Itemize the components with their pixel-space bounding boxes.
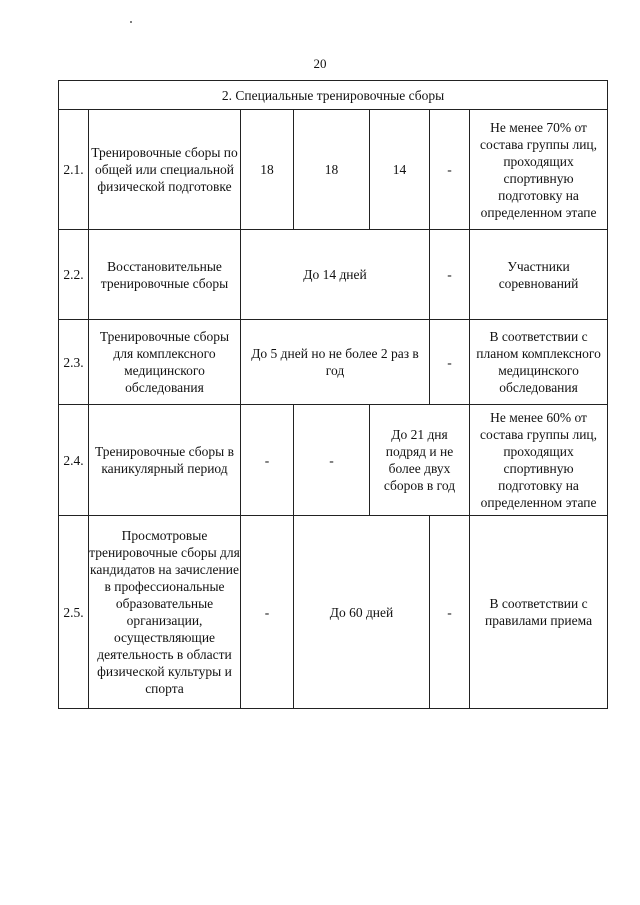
duration-cell: - xyxy=(430,516,470,709)
duration-merged-cell: До 5 дней но не более 2 раз в год xyxy=(241,320,430,405)
duration-cell: - xyxy=(241,405,294,516)
duration-cell: - xyxy=(241,516,294,709)
duration-cell: 18 xyxy=(294,110,370,230)
camp-name: Тренировочные сборы для комплексного медицинского обследования xyxy=(89,320,241,405)
table-row xyxy=(59,516,608,709)
scan-speck xyxy=(130,21,132,23)
duration-merged-cell: До 60 дней xyxy=(294,516,430,709)
table-row xyxy=(59,320,608,405)
row-number: 2.5. xyxy=(59,516,89,709)
duration-cell: - xyxy=(294,405,370,516)
participants-note: Участники соревнований xyxy=(470,230,608,320)
duration-cell: 14 xyxy=(370,110,430,230)
row-number: 2.3. xyxy=(59,320,89,405)
participants-note: В соответствии с планом комплексного медицинского обследования xyxy=(470,320,608,405)
table-row xyxy=(59,230,608,320)
duration-merged-cell: До 21 дня подряд и не более двух сборов в год xyxy=(370,405,470,516)
table-row xyxy=(59,110,608,230)
duration-cell: - xyxy=(430,320,470,405)
duration-cell: 18 xyxy=(241,110,294,230)
page-number: 20 xyxy=(313,56,327,71)
camp-name: Тренировочные сборы в каникулярный период xyxy=(89,405,241,516)
participants-note: В соответствии с правилами приема xyxy=(470,516,608,709)
row-number: 2.4. xyxy=(59,405,89,516)
camp-name: Тренировочные сборы по общей или специальной физической подготовке xyxy=(89,110,241,230)
participants-note: Не менее 70% от состава группы лиц, проходящих спортивную подготовку на определенном этапе xyxy=(470,110,608,230)
participants-note: Не менее 60% от состава группы лиц, проходящих спортивную подготовку на определенном этапе xyxy=(470,405,608,516)
duration-merged-cell: До 14 дней xyxy=(241,230,430,320)
duration-cell: - xyxy=(430,110,470,230)
training-camps-table xyxy=(58,80,608,709)
camp-name: Восстановительные тренировочные сборы xyxy=(89,230,241,320)
row-number: 2.1. xyxy=(59,110,89,230)
table-row xyxy=(59,405,608,516)
duration-cell: - xyxy=(430,230,470,320)
camp-name: Просмотровые тренировочные сборы для кандидатов на зачисление в профессиональные образовательные организации, осуществляющие деятельность в области физической культуры и спорта xyxy=(89,516,241,709)
section-title: 2. Специальные тренировочные сборы xyxy=(59,81,608,110)
row-number: 2.2. xyxy=(59,230,89,320)
